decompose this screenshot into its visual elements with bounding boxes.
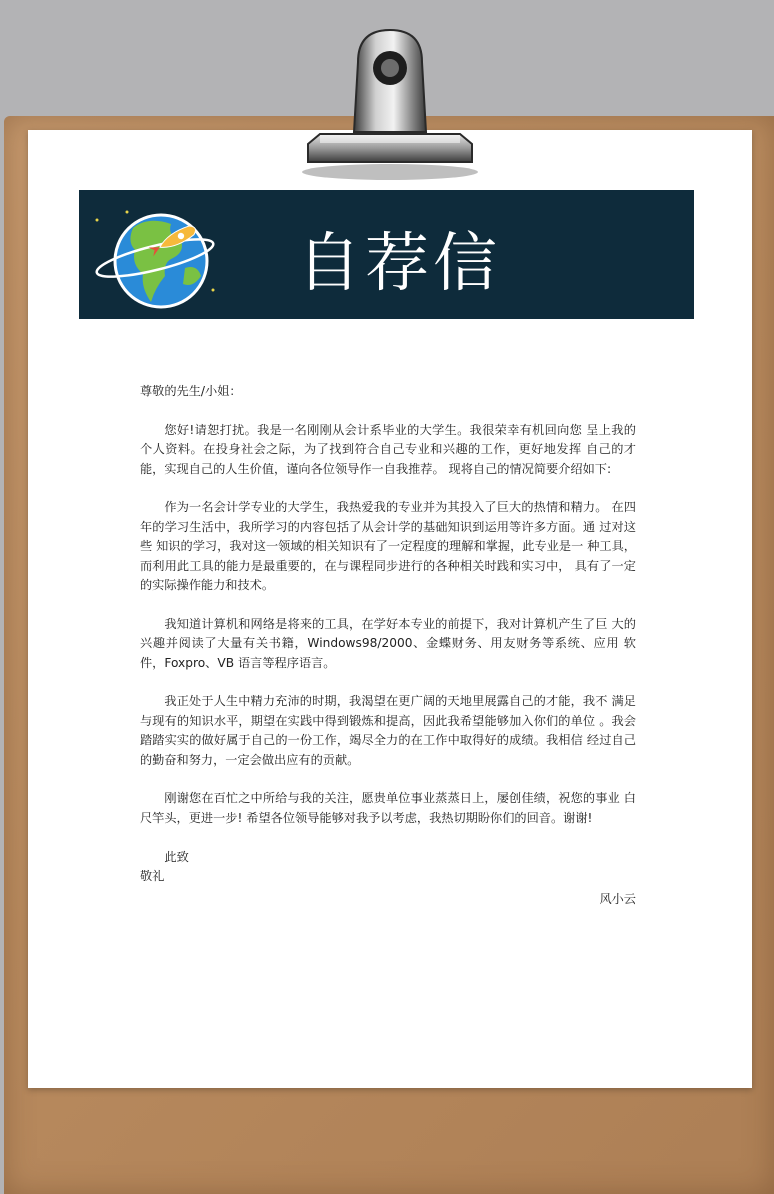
letter-body [140,382,636,910]
letter-paragraph: 作为一名会计学专业的大学生，我热爱我的专业并为其投入了巨大的热情和精力。 在四年的学习生活中，我所学习的内容包括了从会计学的基础知识到运用等许多方面。通 过对这些 知识的学习，我对这一领域的相关知识有了一定程度的理解和掌握，此专业是一 种工具，而利用此工具的能力是最重要的，在与课程同步进行的各种相关时践和实习中， 具有了一定的实际操作能力和技术。 [140,500,636,593]
letter-paragraph: 我正处于人生中精力充沛的时期，我渴望在更广阔的天地里展露自己的才能，我不 满足与现有的知识水平，期望在实践中得到锻炼和提高，因此我希望能够加入你们的单位 。我会踏踏实实的做好属于自己的一份工作，竭尽全力的在工作中取得好的成绩。我相信 经过自己的勤奋和努力，一定会做出应有的贡献。 [140,694,636,767]
closing-line: 此致 [164,849,189,864]
letter-paragraph: 您好!请恕打扰。我是一名刚刚从会计系毕业的大学生。我很荣幸有机回向您 呈上我的个人资料。在投身社会之际，为了找到符合自己专业和兴趣的工作，更好地发挥 自己的才能，实现自己的人生价值，谨向各位领导作一自我推荐。 现将自己的情况简要介绍如下: [140,422,636,476]
signature: 风小云 [599,892,636,907]
page-title: 自荐信 [297,227,501,301]
binder-clip-icon [300,22,480,182]
globe-rocket-icon [93,206,223,310]
closing-salute: 敬礼 [140,869,165,884]
letter-paragraph: 我知道计算机和网络是将来的工具，在学好本专业的前提下，我对计算机产生了巨 大的兴趣并阅读了大量有关书籍，Windows98/2000、金蝶财务、用友财务等系统、应用 软件，Foxpro、VB 语言等程序语言。 [140,616,636,670]
salutation: 尊敬的先生/小姐： [140,384,242,398]
title-banner [79,190,694,319]
letter-paragraph: 刚谢您在百忙之中所给与我的关注，愿贵单位事业蒸蒸日上，屡创佳绩，祝您的事业 白尺竿头，更进一步! 希望各位领导能够对我予以考虑，我热切期盼你们的回音。谢谢! [140,791,636,825]
